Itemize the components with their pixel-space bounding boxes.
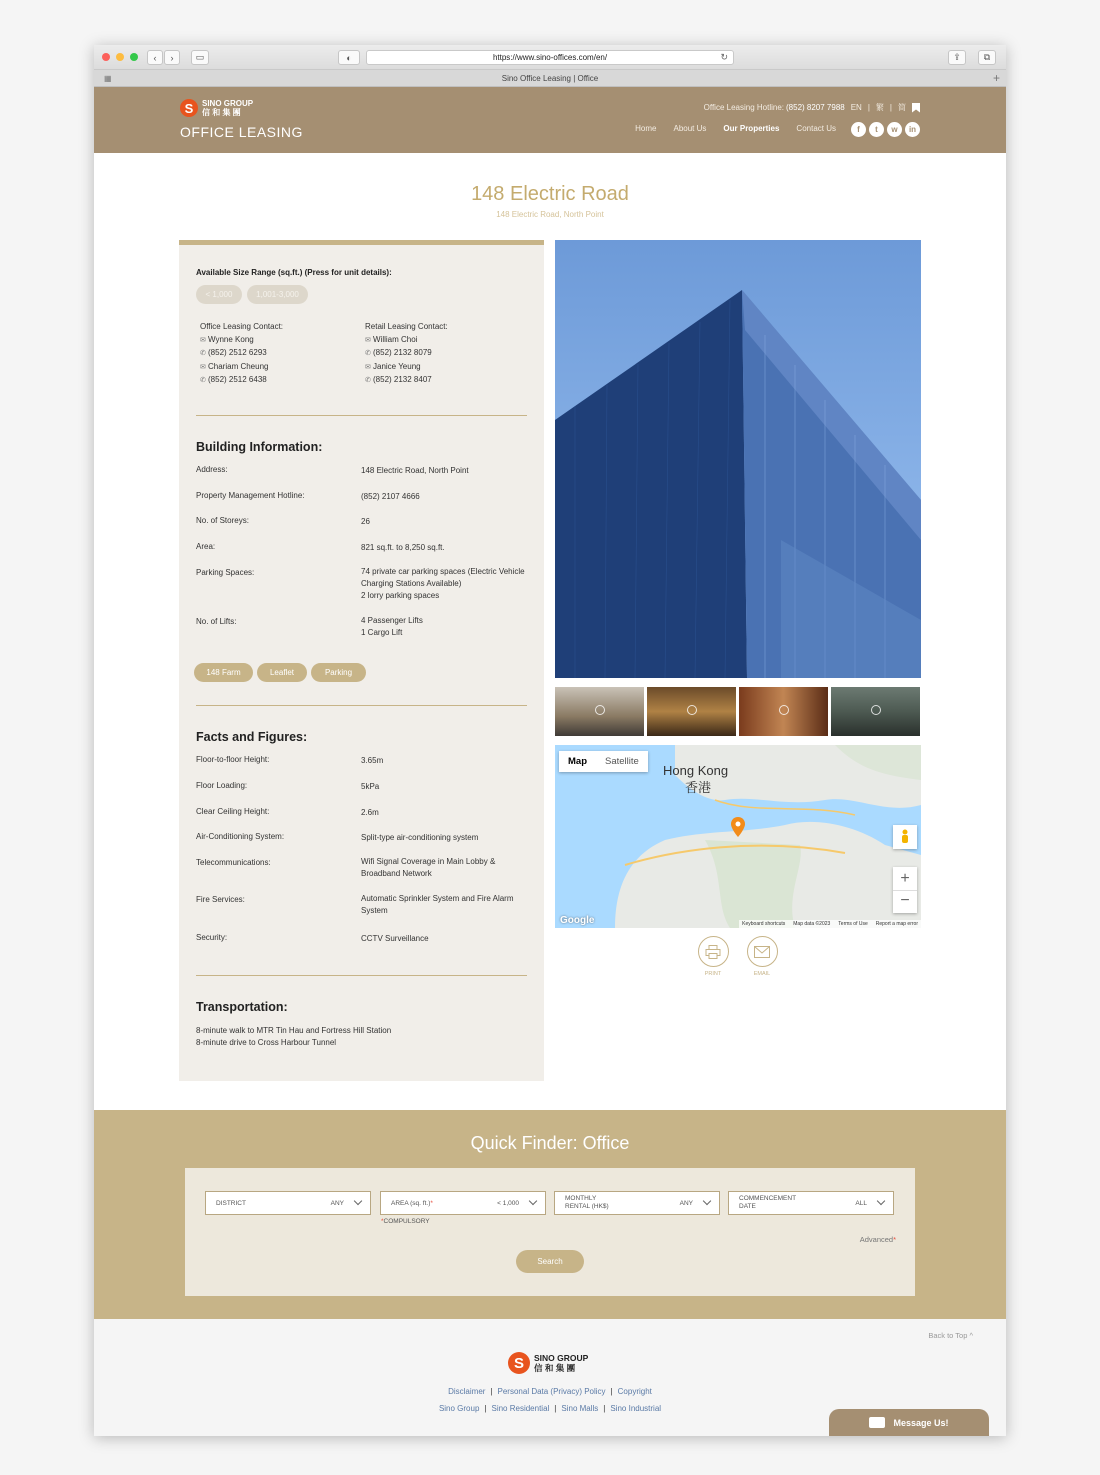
back-to-top-link[interactable]: Back to Top ^ [928, 1331, 973, 1340]
share-icon[interactable]: ⇪ [948, 50, 966, 65]
new-tab-icon[interactable]: + [992, 71, 1000, 85]
site-name[interactable]: OFFICE LEASING [180, 124, 303, 140]
retail-contact-title: Retail Leasing Contact: [365, 322, 448, 331]
chevron-down-icon [529, 1197, 537, 1205]
quick-finder [94, 1110, 1006, 1319]
zoom-icon [687, 705, 697, 715]
security-value: CCTV Surveillance [361, 934, 429, 943]
close-window-button[interactable] [102, 53, 110, 61]
nav-our-properties[interactable]: Our Properties [723, 124, 780, 133]
message-us-button[interactable] [829, 1409, 989, 1436]
parking-label: Parking Spaces: [196, 568, 255, 577]
chevron-down-icon [354, 1197, 362, 1205]
social-links [851, 122, 920, 137]
contact-phone[interactable]: (852) 2132 8079 [373, 348, 432, 357]
map-data-text: Map data ©2023 [793, 921, 831, 927]
weibo-icon[interactable]: w [887, 122, 902, 137]
report-error-link[interactable]: Report a map error [875, 921, 918, 927]
chevron-down-icon [703, 1197, 711, 1205]
property-subtitle: 148 Electric Road, North Point [496, 210, 604, 219]
size-option-1001-3000[interactable]: 1,001-3,000 [247, 285, 308, 304]
telecom-value: Wifi Signal Coverage in Main Lobby & Broadband Network [361, 857, 496, 878]
floor-loading-label: Floor Loading: [196, 781, 248, 790]
office-contact-title: Office Leasing Contact: [200, 322, 284, 331]
address-label: Address: [196, 465, 228, 474]
search-button[interactable]: Search [516, 1250, 584, 1273]
zoom-out-button[interactable]: − [893, 890, 917, 913]
mail-icon: ✉ [200, 363, 206, 371]
email-action[interactable] [746, 936, 778, 977]
parking-value: 74 private car parking spaces (Electric Vehicle Charging Stations Available) 2 lorry parking spaces [361, 567, 525, 600]
sino-logo-icon: S [508, 1352, 530, 1374]
nav-about-us[interactable]: About Us [673, 124, 707, 133]
sino-logo-icon: S [180, 99, 198, 117]
url-bar[interactable] [366, 50, 734, 65]
leaflet-button[interactable]: Leaflet [257, 663, 307, 682]
chevron-down-icon [877, 1197, 885, 1205]
area-value: < 1,000 [497, 1199, 519, 1207]
zoom-icon [779, 705, 789, 715]
contact-name[interactable]: Wynne Kong [208, 334, 254, 344]
site-footer [94, 1319, 1006, 1436]
brand-line-1: SINO GROUP [534, 1353, 589, 1363]
advanced-search-link[interactable]: Advanced* [859, 1235, 896, 1244]
address-value: 148 Electric Road, North Point [361, 466, 469, 475]
floor-height-label: Floor-to-floor Height: [196, 755, 270, 764]
zoom-icon [595, 705, 605, 715]
lang-en[interactable]: EN [850, 103, 862, 112]
location-pin-icon[interactable] [731, 817, 745, 837]
phone-icon: ✆ [365, 350, 371, 357]
gallery-thumbnail[interactable] [831, 687, 920, 736]
browser-tab-bar [94, 70, 1006, 87]
street-view-pegman-icon[interactable] [893, 825, 917, 849]
google-logo[interactable]: Google [560, 915, 595, 926]
print-action[interactable] [697, 936, 729, 977]
date-label: COMMENCEMENT DATE [739, 1195, 797, 1210]
mail-icon: ✉ [200, 336, 206, 344]
map-tab-map[interactable]: Map [568, 756, 587, 767]
minimize-window-button[interactable] [116, 53, 124, 61]
building-info-title: Building Information: [196, 440, 323, 454]
sidebar-icon[interactable]: ▭ [191, 50, 209, 65]
parking-button[interactable]: Parking [311, 663, 366, 682]
map-city-label-zh: 香港 [685, 780, 712, 795]
size-option-under-1000[interactable]: < 1,000 [196, 285, 242, 304]
site-header [94, 87, 1006, 153]
reload-icon[interactable]: ↻ [720, 52, 728, 62]
148-farm-button[interactable]: 148 Farm [194, 663, 253, 682]
tab-title[interactable]: Sino Office Leasing | Office [501, 73, 599, 83]
hotline-bar: Office Leasing Hotline: (852) 8207 7988 EN | 繁 | 简 [704, 102, 920, 113]
privacy-shield-icon[interactable]: ◐ [338, 50, 360, 65]
zoom-window-button[interactable] [130, 53, 138, 61]
print-icon [698, 936, 729, 967]
browser-window [94, 45, 1006, 1436]
email-icon [747, 936, 778, 967]
facebook-icon[interactable]: f [851, 122, 866, 137]
quick-finder-form [185, 1168, 915, 1296]
transport-line: 8-minute walk to MTR Tin Hau and Fortress Hill Station [196, 1026, 392, 1035]
security-label: Security: [196, 933, 228, 942]
mail-icon: ✉ [365, 336, 371, 344]
district-value: ANY [330, 1199, 344, 1207]
forward-icon[interactable]: › [164, 50, 180, 65]
footer-links-row-2: Sino Group | Sino Residential | Sino Malls | Sino Industrial [438, 1404, 662, 1413]
ac-system-value: Split-type air-conditioning system [361, 833, 479, 842]
property-title: 148 Electric Road [471, 183, 629, 205]
area-select[interactable] [380, 1191, 546, 1215]
lang-sc[interactable]: 简 [898, 103, 906, 112]
contact-phone[interactable]: (852) 2512 6293 [208, 348, 267, 357]
linkedin-icon[interactable]: in [905, 122, 920, 137]
gallery-thumbnail[interactable] [555, 687, 644, 736]
ac-system-label: Air-Conditioning System: [196, 832, 285, 841]
nav-contact-us[interactable]: Contact Us [796, 124, 836, 133]
pm-hotline-label: Property Management Hotline: [196, 491, 305, 500]
footer-sino-logo[interactable] [508, 1352, 588, 1374]
hotline-label: Office Leasing Hotline: [703, 103, 784, 112]
section-divider [196, 975, 527, 976]
area-label: AREA (sq. ft.)* [391, 1199, 433, 1207]
transportation-title: Transportation: [196, 1000, 288, 1014]
storeys-value: 26 [361, 517, 370, 526]
area-value: 821 sq.ft. to 8,250 sq.ft. [361, 543, 445, 552]
lifts-label: No. of Lifts: [196, 617, 237, 626]
rental-label: MONTHLY RENTAL (HK$) [565, 1195, 609, 1210]
facts-title: Facts and Figures: [196, 730, 308, 744]
lifts-value: 4 Passenger Lifts 1 Cargo Lift [361, 616, 423, 637]
bookmark-icon[interactable] [912, 103, 920, 113]
commencement-date-select[interactable] [728, 1191, 894, 1215]
building-photo[interactable] [555, 240, 921, 678]
contact-name[interactable]: Chariam Cheung [208, 361, 269, 371]
zoom-in-button[interactable]: + [900, 870, 910, 887]
district-select[interactable] [205, 1191, 371, 1215]
map-footer [739, 920, 921, 928]
floor-loading-value: 5kPa [361, 782, 380, 791]
zoom-icon [871, 705, 881, 715]
fire-services-label: Fire Services: [196, 895, 245, 904]
email-label: EMAIL [753, 971, 771, 977]
building-illustration [555, 240, 921, 678]
size-range-label: Available Size Range (sq.ft.) (Press for unit details): [196, 268, 392, 277]
print-label: PRINT [704, 971, 722, 977]
window-controls [102, 53, 138, 61]
grid-icon[interactable]: ▦ [104, 74, 112, 83]
transport-info [196, 1025, 391, 1049]
compulsory-note: *COMPULSORY [381, 1218, 430, 1225]
nav-home[interactable]: Home [635, 124, 657, 133]
gallery-thumbnail[interactable] [647, 687, 736, 736]
map-zoom-control [893, 867, 917, 913]
back-icon[interactable]: ‹ [147, 50, 163, 65]
footer-links-row-1: Disclaimer | Personal Data (Privacy) Policy | Copyright [448, 1387, 652, 1396]
rental-value: ANY [679, 1199, 693, 1207]
message-us-label: Message Us! [893, 1417, 949, 1428]
phone-icon: ✆ [200, 377, 206, 384]
location-map[interactable] [555, 745, 921, 928]
lang-tc[interactable]: 繁 [875, 103, 884, 112]
browser-toolbar [94, 45, 1006, 70]
sino-residential-link[interactable]: Sino Residential [491, 1404, 550, 1413]
tabs-overview-icon[interactable]: ⧉ [978, 50, 996, 65]
ceiling-height-label: Clear Ceiling Height: [196, 807, 270, 816]
terms-link[interactable]: Terms of Use [838, 921, 868, 927]
gallery-thumbnail[interactable] [739, 687, 828, 736]
chat-icon [869, 1417, 885, 1428]
brand-line-2: 信 和 集 團 [534, 1363, 576, 1373]
contact-phone[interactable]: (852) 2132 8407 [373, 375, 432, 384]
contact-name[interactable]: William Choi [373, 334, 418, 344]
fire-services-value: Automatic Sprinkler System and Fire Alarm System [361, 894, 514, 915]
retail-leasing-contact [365, 321, 448, 388]
contact-name[interactable]: Janice Yeung [373, 361, 421, 371]
section-divider [196, 705, 527, 706]
storeys-label: No. of Storeys: [196, 516, 249, 525]
phone-icon: ✆ [365, 377, 371, 384]
privacy-policy-link[interactable]: Personal Data (Privacy) Policy [497, 1387, 606, 1396]
contact-phone[interactable]: (852) 2512 6438 [208, 375, 267, 384]
monthly-rental-select[interactable] [554, 1191, 720, 1215]
pm-hotline-value: (852) 2107 4666 [361, 492, 420, 501]
sino-group-logo[interactable] [180, 99, 253, 117]
area-label: Area: [196, 542, 216, 551]
brand-line-1: SINO GROUP [202, 99, 254, 108]
office-leasing-contact [200, 321, 283, 388]
section-divider [196, 415, 527, 416]
disclaimer-link[interactable]: Disclaimer [448, 1387, 486, 1396]
date-value: ALL [855, 1199, 867, 1207]
url-text: https://www.sino-offices.com/en/ [492, 53, 608, 62]
sino-group-link[interactable]: Sino Group [438, 1404, 480, 1413]
quick-finder-title: Quick Finder: Office [470, 1133, 630, 1153]
telecom-label: Telecommunications: [196, 858, 271, 867]
sino-industrial-link[interactable]: Sino Industrial [610, 1404, 662, 1413]
hotline-number: (852) 8207 7988 [786, 103, 845, 112]
twitter-icon[interactable]: t [869, 122, 884, 137]
floor-height-value: 3.65m [361, 756, 384, 765]
sino-malls-link[interactable]: Sino Malls [561, 1404, 599, 1413]
map-type-toggle [559, 751, 648, 772]
brand-line-2: 信 和 集 團 [202, 108, 241, 117]
mail-icon: ✉ [365, 363, 371, 371]
transport-line: 8-minute drive to Cross Harbour Tunnel [196, 1038, 337, 1047]
main-nav [635, 124, 836, 133]
district-label: DISTRICT [216, 1199, 246, 1207]
phone-icon: ✆ [200, 350, 206, 357]
keyboard-shortcuts-link[interactable]: Keyboard shortcuts [742, 921, 786, 927]
ceiling-height-value: 2.6m [361, 808, 379, 817]
map-city-label: Hong Kong [663, 763, 729, 778]
copyright-link[interactable]: Copyright [617, 1387, 652, 1396]
map-tab-satellite[interactable]: Satellite [605, 756, 639, 767]
property-info-panel [179, 240, 544, 1081]
